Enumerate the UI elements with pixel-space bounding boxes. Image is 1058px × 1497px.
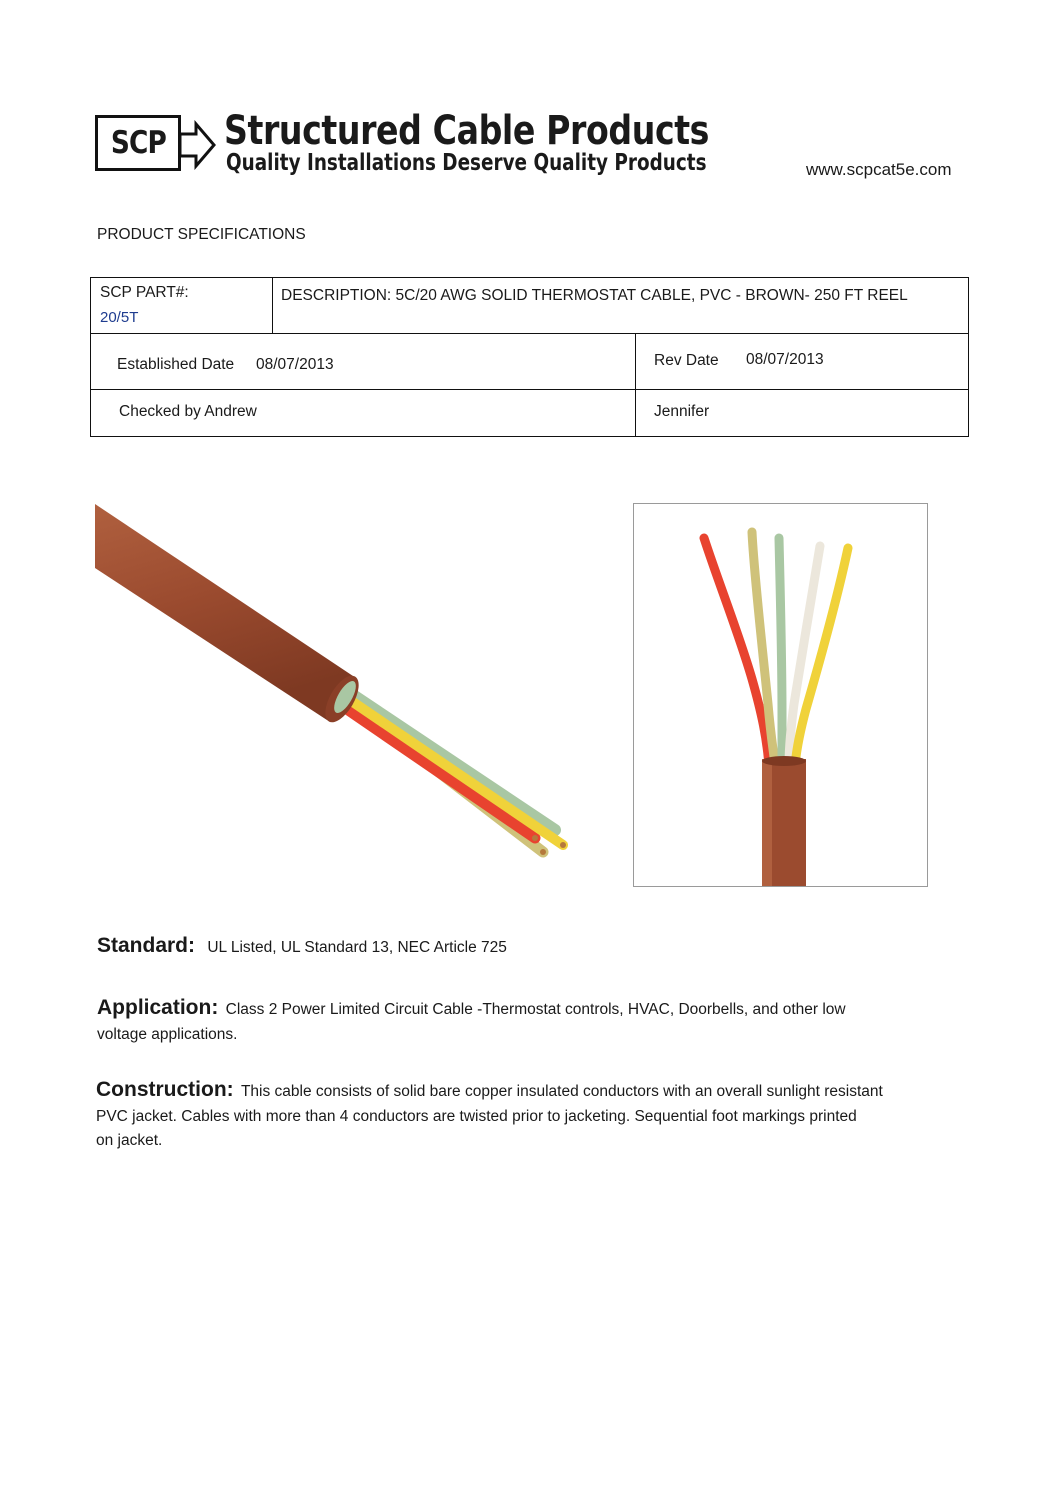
part-label: SCP PART#: [100,284,189,301]
rev-date-value: 08/07/2013 [746,351,824,368]
cable-photo-side [95,500,585,910]
product-description: DESCRIPTION: 5C/20 AWG SOLID THERMOSTAT CABLE, PVC - BROWN- 250 FT REEL [281,287,908,304]
application-line-2: voltage applications. [97,1026,238,1043]
scp-logo [95,115,181,171]
cable-end-illustration [634,504,927,886]
rev-date-label: Rev Date [654,352,719,369]
established-date-value: 08/07/2013 [256,356,334,373]
construction-block [96,1078,956,1153]
approved-by: Jennifer [654,403,710,420]
standard-block [97,934,507,960]
checked-by: Checked by Andrew [119,403,257,420]
application-line-1: Class 2 Power Limited Circuit Cable -Thermostat controls, HVAC, Doorbells, and other low [225,1001,846,1018]
brand-name: Structured Cable Products [224,108,710,154]
construction-line-2: PVC jacket. Cables with more than 4 conductors are twisted prior to jacketing. Sequential foot markings printed [96,1108,857,1125]
construction-line-3: on jacket. [96,1132,163,1149]
established-date-label: Established Date [117,356,235,373]
website-link[interactable]: www.scpcat5e.com [806,160,952,179]
construction-line-1: This cable consists of solid bare copper insulated conductors with an overall sunlight resistant [240,1083,883,1100]
section-title: PRODUCT SPECIFICATIONS [97,226,306,243]
logo-text: SCP [110,125,166,161]
standard-label: Standard: [97,934,196,957]
spec-table [90,277,969,437]
construction-label: Construction: [96,1078,234,1101]
application-block [97,996,897,1047]
brand-tagline: Quality Installations Deserve Quality Products [226,150,707,176]
standard-text: UL Listed, UL Standard 13, NEC Article 725 [207,939,507,956]
logo-arrow-icon [178,120,218,170]
part-number: 20/5T [100,309,139,326]
cable-photo-end [633,503,928,887]
application-label: Application: [97,996,219,1019]
